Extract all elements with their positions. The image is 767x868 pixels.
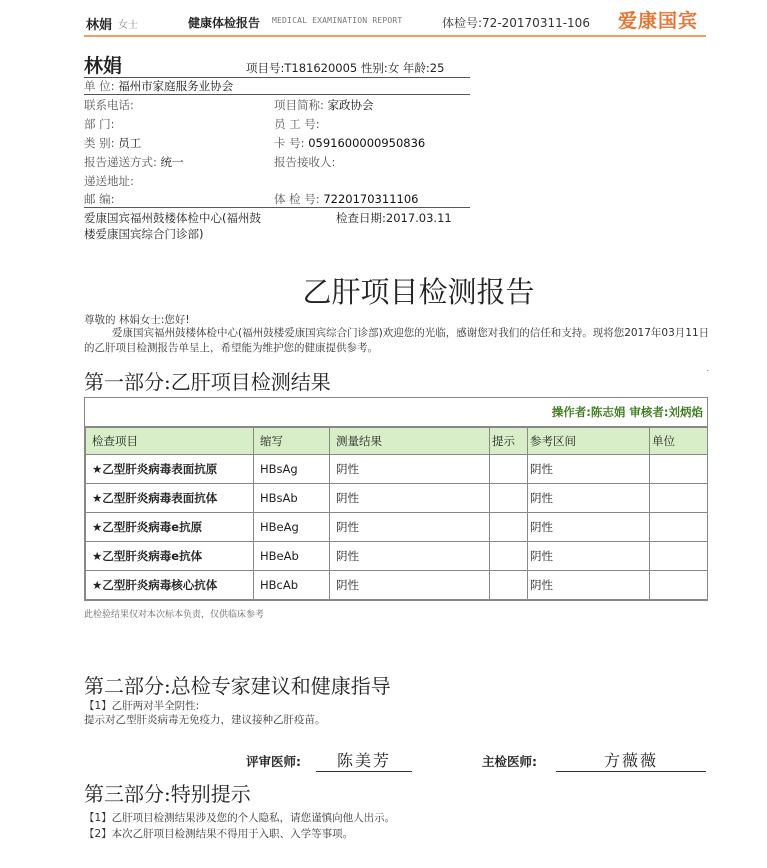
cell-ref: 阴性 — [528, 513, 650, 542]
cell-hint — [490, 542, 528, 571]
header-gender: 女士 — [118, 20, 138, 31]
table-header-row — [86, 428, 708, 455]
receiver-label: 报告接收人: — [274, 155, 336, 169]
cell-ref: 阴性 — [528, 542, 650, 571]
header-patient-name: 林娟 — [86, 18, 113, 33]
advice-body: 提示对乙型肝炎病毒无免疫力，建议接种乙肝疫苗。 — [84, 714, 326, 726]
table-row — [86, 455, 708, 484]
cell-item: ★乙型肝炎病毒e抗体 — [86, 542, 254, 571]
greeting: 尊敬的 林娟女士:您好! — [84, 314, 190, 326]
unit-label: 单 位: — [84, 79, 115, 93]
info-bottom-divider — [84, 207, 470, 208]
exam-no-value: 7220170311106 — [323, 192, 419, 206]
reviewer-signature: 陈美芳 — [316, 748, 412, 772]
cell-unit — [650, 484, 708, 513]
col-header-hint: 提示 — [490, 428, 528, 455]
table-row — [86, 484, 708, 513]
report-title: 乙肝项目检测报告 — [302, 275, 535, 309]
operators-text: 操作者:陈志娟 审核者:刘炳焰 — [551, 405, 703, 419]
cell-item: ★乙型肝炎病毒e抗原 — [86, 513, 254, 542]
col-header-ref: 参考区间 — [528, 428, 650, 455]
postcode-row — [84, 191, 115, 207]
results-table — [84, 397, 708, 601]
category-row — [84, 135, 141, 151]
special-tip-1: 【1】乙肝项目检测结果涉及您的个人隐私，请您谨慎向他人出示。 — [84, 812, 396, 824]
section1-title: 第一部分:乙肝项目检测结果 — [84, 370, 331, 394]
project-abbr-row — [274, 97, 374, 113]
table-row — [86, 571, 708, 600]
intro-paragraph: 爱康国宾福州鼓楼体检中心(福州鼓楼爱康国宾综合门诊部)欢迎您的光临，感谢您对我们的信任和支持。现将您2017年03月11日的乙肝项目检测报告单呈上，希望能为维护您的健康提供参考。 — [84, 327, 710, 354]
col-header-item: 检查项目 — [86, 428, 254, 455]
exam-center-name: 爱康国宾福州鼓楼体检中心(福州鼓楼爱康国宾综合门诊部) — [84, 211, 261, 241]
unit-value: 福州市家庭服务业协会 — [118, 79, 234, 93]
advice-title: 【1】乙肝两对半全阴性: — [84, 700, 200, 712]
category-label: 类 别: — [84, 136, 115, 150]
results-disclaimer: 此检验结果仅对本次标本负责，仅供临床参考 — [84, 610, 265, 620]
cell-result: 阴性 — [330, 542, 490, 571]
project-abbr-value: 家政协会 — [327, 98, 374, 112]
chief-label: 主检医师: — [482, 754, 537, 769]
header-report-subtitle: MEDICAL EXAMINATION REPORT — [272, 16, 403, 25]
cell-item: ★乙型肝炎病毒表面抗原 — [86, 455, 254, 484]
reviewer-label: 评审医师: — [246, 754, 301, 769]
cell-unit — [650, 513, 708, 542]
cell-result: 阴性 — [330, 484, 490, 513]
postcode-label: 邮 编: — [84, 192, 115, 206]
operators-row — [85, 398, 707, 427]
stray-dot: . — [706, 364, 709, 373]
col-header-unit: 单位 — [650, 428, 708, 455]
delivery-value: 统一 — [160, 155, 184, 169]
cell-result: 阴性 — [330, 455, 490, 484]
delivery-row — [84, 154, 184, 170]
staff-no-label: 员 工 号: — [274, 117, 320, 131]
cell-result: 阴性 — [330, 571, 490, 600]
header-divider — [84, 35, 706, 37]
cell-item: ★乙型肝炎病毒表面抗体 — [86, 484, 254, 513]
receiver-row — [274, 154, 335, 170]
unit-row — [84, 78, 233, 94]
check-date: 检查日期:2017.03.11 — [336, 211, 452, 225]
section3-title: 第三部分:特别提示 — [84, 782, 251, 806]
table-row — [86, 513, 708, 542]
brand-logo: 爱康国宾 — [618, 10, 699, 32]
exam-no-label: 体 检 号: — [274, 192, 320, 206]
phone-label: 联系电话: — [84, 98, 134, 112]
header-exam-number: 体检号:72-20170311-106 — [442, 16, 590, 30]
chief-signature: 方薇薇 — [556, 748, 706, 772]
results-grid — [85, 427, 708, 600]
cell-abbr: HBeAb — [254, 542, 330, 571]
dept-label: 部 门: — [84, 117, 115, 131]
project-line: 项目号:T181620005 性别:女 年龄:25 — [246, 61, 445, 75]
cell-result: 阴性 — [330, 513, 490, 542]
address-row — [84, 173, 134, 189]
cell-abbr: HBsAb — [254, 484, 330, 513]
cell-abbr: HBsAg — [254, 455, 330, 484]
cell-ref: 阴性 — [528, 484, 650, 513]
delivery-label: 报告递送方式: — [84, 155, 157, 169]
card-row — [274, 135, 425, 151]
cell-unit — [650, 542, 708, 571]
col-header-result: 测量结果 — [330, 428, 490, 455]
special-tip-2: 【2】本次乙肝项目检测结果不得用于入职、入学等事项。 — [84, 828, 354, 840]
cell-ref: 阴性 — [528, 571, 650, 600]
card-label: 卡 号: — [274, 136, 305, 150]
staff-no-row — [274, 116, 320, 132]
exam-no-row — [274, 191, 418, 207]
cell-hint — [490, 513, 528, 542]
header-report-title: 健康体检报告 — [188, 16, 261, 30]
patient-name: 林娟 — [84, 55, 123, 77]
cell-abbr: HBeAg — [254, 513, 330, 542]
phone-row — [84, 97, 134, 113]
cell-hint — [490, 571, 528, 600]
cell-hint — [490, 455, 528, 484]
cell-unit — [650, 571, 708, 600]
address-label: 递送地址: — [84, 174, 134, 188]
category-value: 员工 — [118, 136, 142, 150]
cell-ref: 阴性 — [528, 455, 650, 484]
card-value: 0591600000950836 — [308, 136, 426, 150]
cell-hint — [490, 484, 528, 513]
section2-title: 第二部分:总检专家建议和健康指导 — [84, 674, 391, 698]
table-row — [86, 542, 708, 571]
unit-underline — [84, 94, 470, 95]
project-abbr-label: 项目简称: — [274, 98, 324, 112]
dept-row — [84, 116, 115, 132]
cell-item: ★乙型肝炎病毒核心抗体 — [86, 571, 254, 600]
col-header-abbr: 缩写 — [254, 428, 330, 455]
cell-unit — [650, 455, 708, 484]
cell-abbr: HBcAb — [254, 571, 330, 600]
